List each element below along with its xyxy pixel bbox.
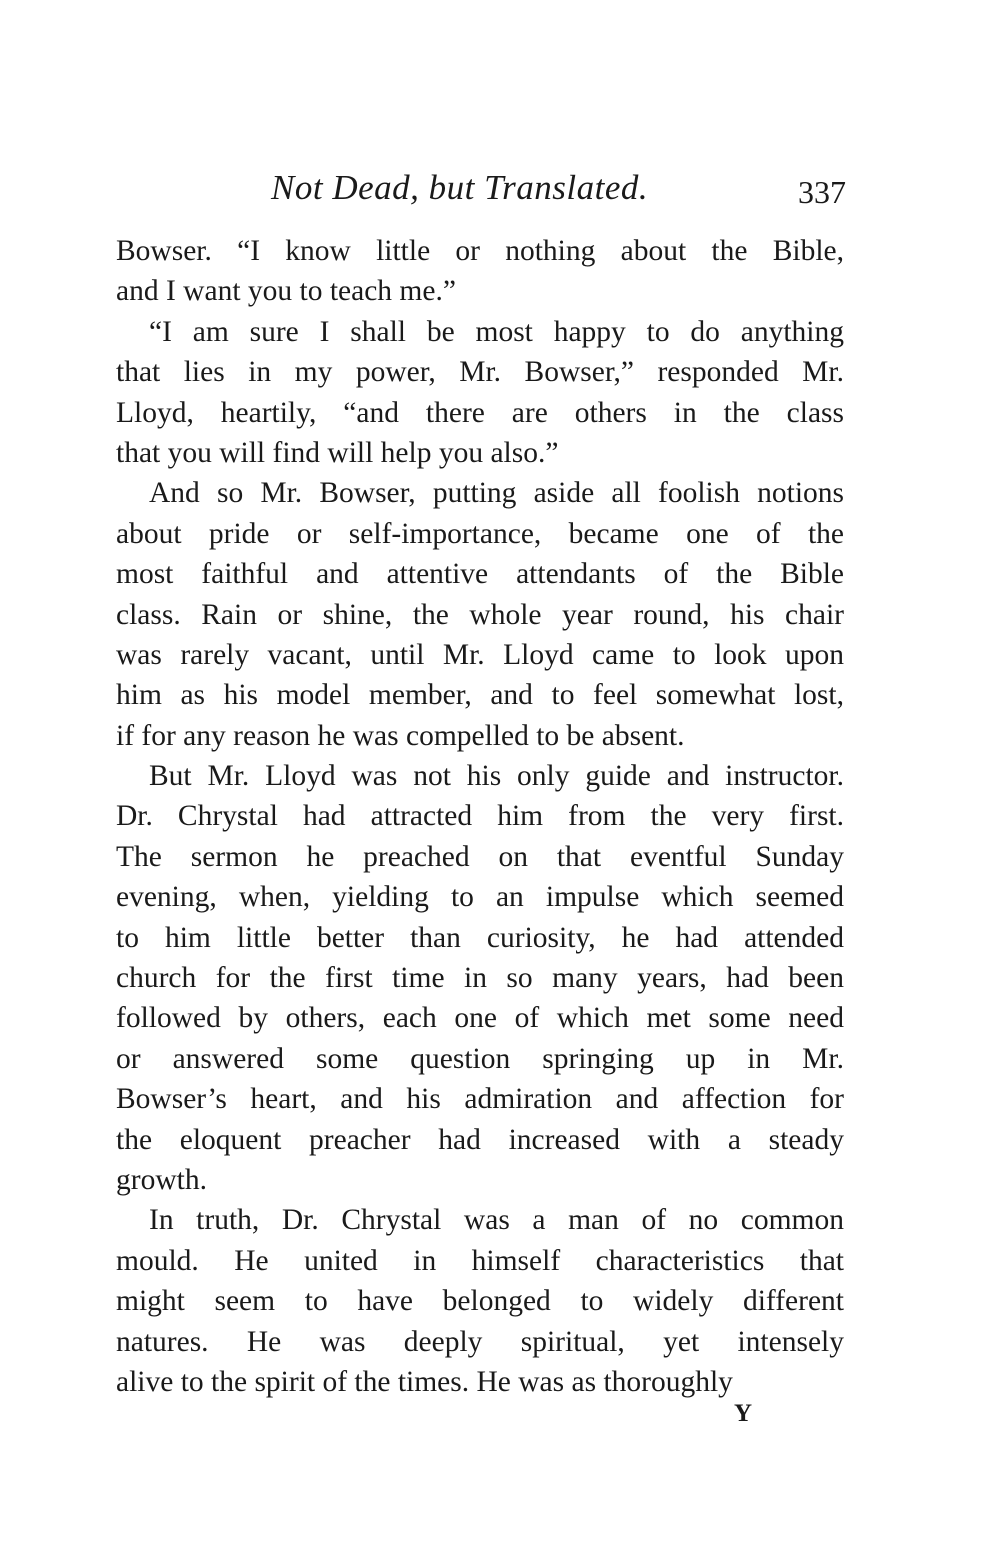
- text-line: But Mr. Lloyd was not his only guide and instructor.: [149, 760, 844, 793]
- text-line: followed by others, each one of which met some need: [116, 1002, 844, 1035]
- text-line: Dr. Chrystal had attracted him from the very first.: [116, 800, 844, 833]
- page-number: 337: [798, 174, 846, 210]
- text-line: alive to the spirit of the times. He was as thoroughly: [116, 1365, 733, 1398]
- text-line: most faithful and attentive attendants of the Bible: [116, 558, 844, 591]
- text-line: him as his model member, and to feel somewhat lost,: [116, 679, 844, 712]
- text-line: class. Rain or shine, the whole year round, his chair: [116, 598, 844, 631]
- text-line: that you will find will help you also.”: [116, 436, 559, 469]
- text-line: Lloyd, heartily, “and there are others in the class: [116, 396, 844, 429]
- paragraph: [116, 1200, 844, 1402]
- text-line: natures. He was deeply spiritual, yet intensely: [116, 1325, 844, 1358]
- text-line: “I am sure I shall be most happy to do anything: [149, 315, 844, 348]
- text-line: about pride or self-importance, became one of the: [116, 517, 844, 550]
- paragraph: [116, 473, 844, 756]
- body-text: [116, 231, 844, 1402]
- text-line: that lies in my power, Mr. Bowser,” responded Mr.: [116, 356, 844, 389]
- text-line: was rarely vacant, until Mr. Lloyd came to look upon: [116, 638, 844, 671]
- signature-mark: Y: [734, 1400, 753, 1427]
- text-line: or answered some question springing up in Mr.: [116, 1042, 844, 1075]
- text-line: evening, when, yielding to an impulse which seemed: [116, 881, 844, 914]
- text-line: Bowser’s heart, and his admiration and affection for: [116, 1083, 844, 1116]
- text-line: Bowser. “I know little or nothing about the Bible,: [116, 235, 844, 267]
- text-line: And so Mr. Bowser, putting aside all foolish notions: [149, 477, 844, 510]
- text-line: The sermon he preached on that eventful Sunday: [116, 840, 844, 873]
- text-line: the eloquent preacher had increased with a steady: [116, 1123, 844, 1156]
- text-line: and I want you to teach me.”: [116, 275, 456, 308]
- text-line: In truth, Dr. Chrystal was a man of no common: [149, 1204, 844, 1237]
- text-line: church for the first time in so many years, had been: [116, 962, 844, 995]
- text-line: to him little better than curiosity, he had attended: [116, 921, 844, 954]
- running-title: Not Dead, but Translated.: [271, 168, 649, 207]
- paragraph: [116, 231, 844, 312]
- paragraph: [116, 756, 844, 1200]
- text-line: if for any reason he was compelled to be absent.: [116, 719, 685, 752]
- page-header: [116, 168, 846, 218]
- text-line: growth.: [116, 1163, 207, 1196]
- text-line: might seem to have belonged to widely different: [116, 1285, 844, 1318]
- text-line: mould. He united in himself characteristics that: [116, 1244, 844, 1277]
- paragraph: [116, 312, 844, 474]
